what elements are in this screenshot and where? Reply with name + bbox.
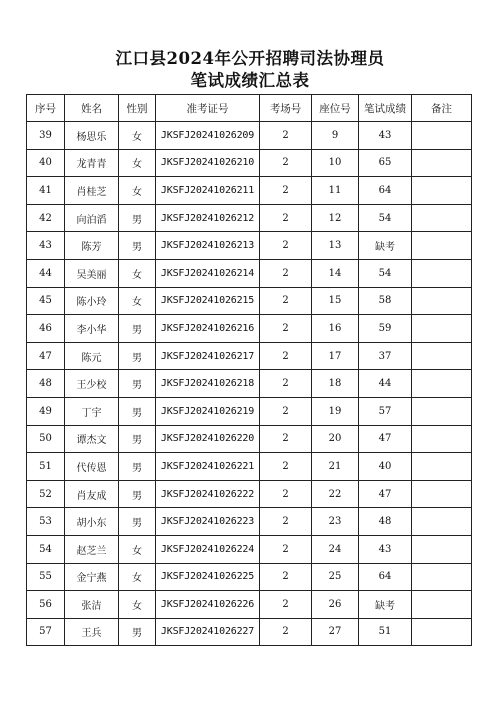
header-exam-no: 准考证号 (156, 95, 260, 122)
table-row (27, 397, 472, 425)
cell-name: 杨思乐 (65, 122, 119, 150)
header-room: 考场号 (260, 95, 312, 122)
cell-note (412, 370, 472, 398)
cell-seq: 46 (27, 315, 65, 343)
cell-note (412, 204, 472, 232)
cell-name: 代传恩 (65, 453, 119, 481)
cell-seat: 15 (312, 287, 359, 315)
cell-seat: 13 (312, 232, 359, 260)
cell-name: 丁宇 (65, 397, 119, 425)
document-title: 江口县2024年公开招聘司法协理员 (115, 49, 385, 68)
cell-seat: 20 (312, 425, 359, 453)
cell-seq: 52 (27, 480, 65, 508)
table-row (27, 591, 472, 619)
cell-exam-no: JKSFJ20241026219 (156, 397, 260, 425)
cell-note (412, 232, 472, 260)
cell-note (412, 259, 472, 287)
cell-seat: 22 (312, 480, 359, 508)
cell-seq: 56 (27, 591, 65, 619)
cell-seq: 48 (27, 370, 65, 398)
cell-seq: 57 (27, 618, 65, 646)
table-row (27, 315, 472, 343)
cell-exam-no: JKSFJ20241026222 (156, 480, 260, 508)
cell-room: 2 (260, 618, 312, 646)
cell-gender: 女 (119, 177, 156, 205)
cell-seq: 51 (27, 453, 65, 481)
cell-gender: 男 (119, 397, 156, 425)
cell-score: 44 (359, 370, 412, 398)
cell-seat: 24 (312, 535, 359, 563)
cell-gender: 男 (119, 480, 156, 508)
cell-name: 肖桂芝 (65, 177, 119, 205)
cell-exam-no: JKSFJ20241026214 (156, 259, 260, 287)
cell-name: 向泊滔 (65, 204, 119, 232)
cell-room: 2 (260, 232, 312, 260)
table-row (27, 287, 472, 315)
cell-name: 谭杰文 (65, 425, 119, 453)
cell-seq: 42 (27, 204, 65, 232)
cell-exam-no: JKSFJ20241026224 (156, 535, 260, 563)
cell-seat: 14 (312, 259, 359, 287)
cell-gender: 女 (119, 259, 156, 287)
table-row (27, 535, 472, 563)
cell-room: 2 (260, 425, 312, 453)
table-row (27, 122, 472, 150)
table-row (27, 232, 472, 260)
cell-exam-no: JKSFJ20241026217 (156, 342, 260, 370)
cell-room: 2 (260, 397, 312, 425)
cell-seq: 40 (27, 149, 65, 177)
cell-room: 2 (260, 315, 312, 343)
cell-score: 48 (359, 508, 412, 536)
table-row (27, 618, 472, 646)
cell-room: 2 (260, 563, 312, 591)
table-row (27, 480, 472, 508)
cell-seat: 12 (312, 204, 359, 232)
cell-room: 2 (260, 591, 312, 619)
cell-seq: 49 (27, 397, 65, 425)
cell-exam-no: JKSFJ20241026209 (156, 122, 260, 150)
cell-seat: 9 (312, 122, 359, 150)
header-gender: 性别 (119, 95, 156, 122)
cell-name: 金宁燕 (65, 563, 119, 591)
cell-gender: 女 (119, 563, 156, 591)
cell-room: 2 (260, 370, 312, 398)
cell-exam-no: JKSFJ20241026210 (156, 149, 260, 177)
cell-gender: 女 (119, 535, 156, 563)
cell-note (412, 508, 472, 536)
cell-seat: 25 (312, 563, 359, 591)
cell-score: 65 (359, 149, 412, 177)
cell-note (412, 122, 472, 150)
cell-seat: 21 (312, 453, 359, 481)
cell-note (412, 315, 472, 343)
document-subtitle: 笔试成绩汇总表 (190, 71, 310, 90)
cell-exam-no: JKSFJ20241026226 (156, 591, 260, 619)
cell-score: 47 (359, 425, 412, 453)
cell-score: 64 (359, 177, 412, 205)
cell-room: 2 (260, 535, 312, 563)
cell-room: 2 (260, 204, 312, 232)
cell-exam-no: JKSFJ20241026227 (156, 618, 260, 646)
cell-gender: 女 (119, 591, 156, 619)
cell-room: 2 (260, 480, 312, 508)
cell-exam-no: JKSFJ20241026213 (156, 232, 260, 260)
table-row (27, 453, 472, 481)
header-seat: 座位号 (312, 95, 359, 122)
cell-name: 胡小东 (65, 508, 119, 536)
cell-name: 肖友成 (65, 480, 119, 508)
cell-exam-no: JKSFJ20241026221 (156, 453, 260, 481)
cell-name: 王兵 (65, 618, 119, 646)
cell-seq: 43 (27, 232, 65, 260)
cell-gender: 男 (119, 618, 156, 646)
cell-gender: 男 (119, 508, 156, 536)
cell-gender: 男 (119, 342, 156, 370)
cell-note (412, 177, 472, 205)
table-row (27, 259, 472, 287)
cell-seat: 10 (312, 149, 359, 177)
cell-name: 陈芳 (65, 232, 119, 260)
cell-seat: 27 (312, 618, 359, 646)
cell-room: 2 (260, 122, 312, 150)
header-seq: 序号 (27, 95, 65, 122)
cell-exam-no: JKSFJ20241026216 (156, 315, 260, 343)
header-name: 姓名 (65, 95, 119, 122)
cell-seq: 54 (27, 535, 65, 563)
cell-gender: 男 (119, 425, 156, 453)
cell-gender: 男 (119, 204, 156, 232)
cell-seat: 18 (312, 370, 359, 398)
cell-seq: 55 (27, 563, 65, 591)
cell-score: 37 (359, 342, 412, 370)
cell-name: 吴美丽 (65, 259, 119, 287)
cell-gender: 女 (119, 122, 156, 150)
cell-room: 2 (260, 453, 312, 481)
cell-seq: 44 (27, 259, 65, 287)
cell-note (412, 453, 472, 481)
cell-note (412, 425, 472, 453)
cell-gender: 男 (119, 232, 156, 260)
cell-note (412, 287, 472, 315)
cell-seat: 19 (312, 397, 359, 425)
cell-note (412, 563, 472, 591)
cell-room: 2 (260, 177, 312, 205)
cell-score: 51 (359, 618, 412, 646)
cell-score: 64 (359, 563, 412, 591)
cell-room: 2 (260, 149, 312, 177)
table-row (27, 177, 472, 205)
cell-seat: 11 (312, 177, 359, 205)
cell-seq: 45 (27, 287, 65, 315)
cell-score: 43 (359, 535, 412, 563)
cell-score: 57 (359, 397, 412, 425)
cell-gender: 男 (119, 453, 156, 481)
table-header-row (27, 95, 472, 122)
cell-room: 2 (260, 287, 312, 315)
table-row (27, 563, 472, 591)
cell-name: 张洁 (65, 591, 119, 619)
cell-score: 58 (359, 287, 412, 315)
cell-gender: 男 (119, 370, 156, 398)
cell-score: 40 (359, 453, 412, 481)
header-note: 备注 (412, 95, 472, 122)
cell-seat: 26 (312, 591, 359, 619)
cell-room: 2 (260, 508, 312, 536)
cell-name: 李小华 (65, 315, 119, 343)
cell-score: 59 (359, 315, 412, 343)
cell-exam-no: JKSFJ20241026218 (156, 370, 260, 398)
cell-score: 54 (359, 259, 412, 287)
cell-exam-no: JKSFJ20241026220 (156, 425, 260, 453)
cell-score: 缺考 (359, 232, 412, 260)
cell-seq: 41 (27, 177, 65, 205)
cell-note (412, 149, 472, 177)
cell-name: 陈元 (65, 342, 119, 370)
cell-gender: 男 (119, 315, 156, 343)
cell-score: 43 (359, 122, 412, 150)
score-table (26, 94, 472, 646)
cell-seq: 39 (27, 122, 65, 150)
cell-note (412, 342, 472, 370)
cell-note (412, 397, 472, 425)
cell-note (412, 535, 472, 563)
cell-score: 47 (359, 480, 412, 508)
cell-seq: 53 (27, 508, 65, 536)
table-row (27, 370, 472, 398)
table-row (27, 204, 472, 232)
table-row (27, 342, 472, 370)
table-body (27, 122, 472, 646)
cell-exam-no: JKSFJ20241026211 (156, 177, 260, 205)
cell-name: 王少校 (65, 370, 119, 398)
cell-seat: 23 (312, 508, 359, 536)
cell-name: 陈小玲 (65, 287, 119, 315)
cell-note (412, 618, 472, 646)
cell-room: 2 (260, 259, 312, 287)
table-row (27, 149, 472, 177)
cell-exam-no: JKSFJ20241026223 (156, 508, 260, 536)
table-row (27, 425, 472, 453)
cell-seq: 50 (27, 425, 65, 453)
cell-seat: 16 (312, 315, 359, 343)
cell-note (412, 591, 472, 619)
cell-room: 2 (260, 342, 312, 370)
cell-seat: 17 (312, 342, 359, 370)
table-row (27, 508, 472, 536)
cell-gender: 女 (119, 149, 156, 177)
header-score: 笔试成绩 (359, 95, 412, 122)
cell-name: 龙青青 (65, 149, 119, 177)
cell-seq: 47 (27, 342, 65, 370)
cell-gender: 女 (119, 287, 156, 315)
cell-exam-no: JKSFJ20241026225 (156, 563, 260, 591)
cell-note (412, 480, 472, 508)
cell-exam-no: JKSFJ20241026215 (156, 287, 260, 315)
cell-score: 缺考 (359, 591, 412, 619)
cell-score: 54 (359, 204, 412, 232)
cell-exam-no: JKSFJ20241026212 (156, 204, 260, 232)
cell-name: 赵芝兰 (65, 535, 119, 563)
